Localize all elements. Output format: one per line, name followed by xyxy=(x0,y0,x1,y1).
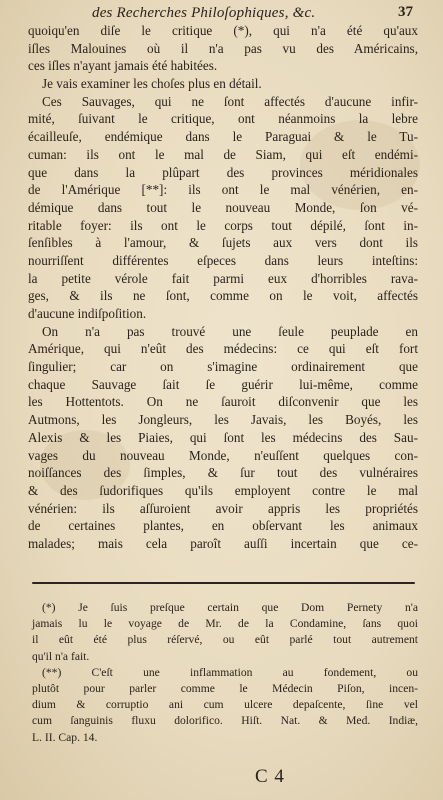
text-line: Ces Sauvages, qui ne ſont affectés d'aucune infir- xyxy=(42,93,418,109)
running-title: des Recherches Philoſophiques, &c. xyxy=(92,5,316,21)
text-line: ritable foyer: ils ont le corps tout dépilé, ſont in- xyxy=(28,217,418,233)
text-line: malades; mais cela paroît auſſi incertain que ce- xyxy=(28,535,418,551)
text-line: nourriſſent différentes eſpeces dans leurs inteſtins: xyxy=(28,252,418,268)
footnotes xyxy=(32,600,418,746)
main-text xyxy=(28,22,418,553)
text-line: démique dans tout le nouveau Monde, ſon vé- xyxy=(28,199,418,215)
text-line: que dans la plûpart des provinces méridionales xyxy=(28,164,418,180)
text-line: les Hottentots. On ne ſauroit diſconvenir que les xyxy=(28,394,418,410)
footnote-line: L. II. Cap. 14. xyxy=(32,730,98,744)
text-line: ces iſles n'ayant jamais été habitées. xyxy=(28,58,218,74)
text-line: mité, ſuivant le critique, ont néanmoins la lebre xyxy=(28,111,418,127)
footnote-line: qu'il n'a fait. xyxy=(32,649,90,663)
footnote-line: dium & corruptio ani cum ulcere depaſcente, ſine vel xyxy=(32,698,418,712)
text-line: iſles Malouines où il n'a pas vu des Américains, xyxy=(28,40,418,56)
text-line: cuman: ils ont le mal de Siam, qui eſt endémi- xyxy=(28,146,418,162)
text-line: de l'Amérique [**]: ils ont le mal vénérien, en- xyxy=(28,182,418,198)
text-line: vages du nouveau Monde, n'euſſent quelques con- xyxy=(28,447,418,463)
text-line: vénérien: ils aſſuroient avoir appris les propriétés xyxy=(28,500,418,516)
text-line: Alexis & les Piaies, qui ſont les médecins des Sau- xyxy=(28,429,418,445)
signature-mark: C 4 xyxy=(255,766,285,787)
footnote-line: il eût été plus réſervé, ou eût parlé tout autrement xyxy=(32,633,418,647)
footnote-line: cum ſanguinis fluxu dolorifico. Hiſt. Nat. & Med. Indiæ, xyxy=(32,714,418,728)
page-header xyxy=(0,2,443,22)
text-line: quoiqu'en diſe le critique (*), qui n'a été qu'aux xyxy=(28,23,418,38)
footnote-line: (**) C'eſt une inflammation au fondement, ou xyxy=(42,665,418,679)
text-line: chaque Sauvage ſait ſe guérir lui-même, comme xyxy=(28,376,418,392)
text-line: ges, & ils ne ſont, comme on le voit, affectés xyxy=(28,288,418,304)
text-line: Je vais examiner les choſes plus en détail. xyxy=(42,76,262,92)
footnote-line: jamais lu le voyage de Mr. de la Condamine, ſans quoi xyxy=(32,617,418,631)
text-line: de certaines plantes, en obſervant les animaux xyxy=(28,518,418,534)
text-line: Autmons, les Jongleurs, les Javais, les Boyés, les xyxy=(28,412,418,428)
footnote-line: (*) Je ſuis preſque certain que Dom Pernety n'a xyxy=(42,601,418,614)
text-line: ſingulier; car on s'imagine ordinairement que xyxy=(28,359,418,375)
text-line: écailleuſe, endémique dans le Paraguai & le Tu- xyxy=(28,129,418,145)
text-line: noiſſances des ſimples, & ſur tout des vulnéraires xyxy=(28,465,418,481)
text-line: & des ſudorifiques qu'ils employent contre le mal xyxy=(28,482,418,498)
text-line: Amérique, qui n'eût des médecins: ce qui eſt fort xyxy=(28,341,418,357)
text-line: ſenſibles à l'amour, & ſujets aux vers dont ils xyxy=(28,235,418,251)
text-line: On n'a pas trouvé une ſeule peuplade en xyxy=(42,323,418,339)
text-line: la petite vérole fait parmi eux d'horribles rava- xyxy=(28,270,418,286)
page-number: 37 xyxy=(398,4,413,20)
footnote-rule xyxy=(32,582,415,584)
text-line: d'aucune indiſpoſition. xyxy=(28,306,147,321)
footnote-line: plutôt pour parler comme le Médecin Piſon, incen- xyxy=(32,681,418,695)
